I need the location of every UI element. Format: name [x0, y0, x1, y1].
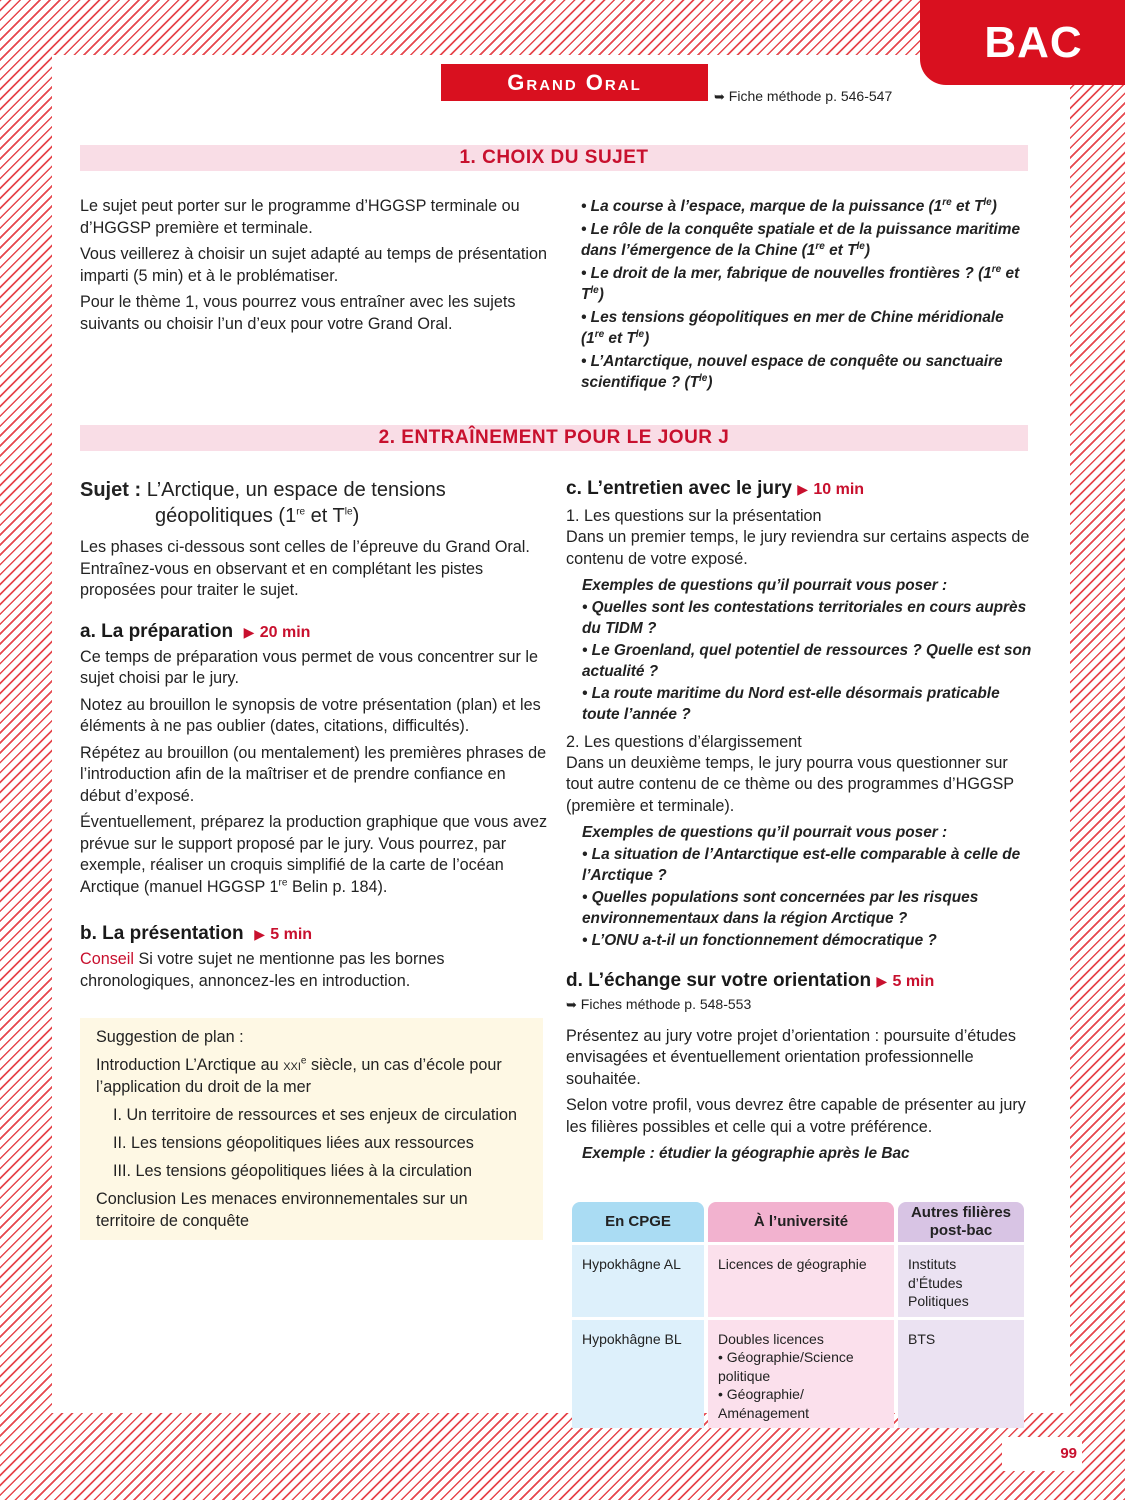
play-icon: ▶ [876, 973, 888, 989]
table-header: En CPGE [572, 1202, 704, 1242]
section-2-left [80, 477, 550, 997]
intro-paragraph: Les phases ci-dessous sont celles de l’épreuve du Grand Oral. Entraînez-vous en observant et en complétant les pistes proposées pour traiter le sujet. [80, 538, 530, 599]
paragraph: Éventuellement, préparez la production graphique que vous avez prévue sur le support proposé par le jury. Vous pourrez, par exemple, réaliser un croquis simplifié de la carte de l’océan Arctique (manuel HGGSP 1re Belin p. 184). [80, 813, 548, 896]
section-1-left [80, 196, 550, 340]
questions-elargissement-title: 2. Les questions d’élargissement [566, 732, 802, 751]
table-header-row [572, 1202, 1024, 1242]
questions-presentation-title: 1. Les questions sur la présentation [566, 507, 822, 525]
page-number: 99 [1060, 1445, 1077, 1462]
topic-list [581, 196, 1029, 395]
list-item: • L’ONU a-t-il un fonctionnement démocratique ? [582, 931, 937, 949]
paragraph: Vous veillerez à choisir un sujet adapté au temps de présentation imparti (5 min) et à le problématiser. [80, 245, 548, 285]
paragraph: Pour le thème 1, vous pourrez vous entraîner avec les sujets suivants ou choisir l’un d’eux pour votre Grand Oral. [80, 293, 516, 333]
examples-label: Exemples de questions qu’il pourrait vous poser : [582, 577, 948, 594]
table-cell: Hypokhâgne BL [572, 1320, 704, 1429]
sujet-title-cont: géopolitiques (1re et $T^{le}$) [155, 505, 360, 527]
plan-part: III. Les tensions géopolitiques liées à la circulation [113, 1162, 473, 1180]
arrow-icon: ➥ [714, 89, 725, 104]
table-row [572, 1320, 1024, 1429]
arrow-icon: ➥ [566, 997, 577, 1012]
grand-oral-banner: Grand Oral [441, 64, 708, 101]
table-cell: BTS [898, 1320, 1024, 1429]
paragraph: Répétez au brouillon (ou mentalement) les premières phrases de l’introduction afin de la maîtriser et de prendre confiance en début d’exposé. [80, 743, 547, 805]
list-item: • La situation de l’Antarctique est-elle comparable à celle de l’Arctique ? [582, 845, 1021, 884]
fiches-methode-ref: ➥ Fiches méthode p. 548-553 [566, 996, 752, 1012]
list-item: • La route maritime du Nord est-elle désormais praticable toute l’année ? [582, 684, 1000, 723]
plan-part: I. Un territoire de ressources et ses enjeux de circulation [113, 1106, 517, 1124]
plan-introduction: Introduction L’Arctique au xxi$^e$ siècle, un cas d’école pour l’application du droit de la mer [96, 1055, 502, 1096]
orientation-table [568, 1199, 1028, 1431]
paragraph: Notez au brouillon le synopsis de votre présentation (plan) et les éléments à ne pas oublier (dates, citations, difficultés). [80, 695, 541, 735]
play-icon: ▶ [254, 926, 265, 942]
examples-list-1 [566, 575, 1034, 726]
table-cell: Doubles licences • Géographie/Science politique • Géographie/ Aménagement [708, 1320, 894, 1429]
presentation-heading: b. La présentation ▶ 5 min [80, 923, 313, 944]
play-icon: ▶ [797, 481, 809, 497]
paragraph: Dans un premier temps, le jury reviendra sur certains aspects de contenu de votre exposé. [566, 528, 1030, 568]
plan-part: II. Les tensions géopolitiques liées aux ressources [113, 1134, 474, 1152]
paragraph: Le sujet peut porter sur le programme d’HGGSP terminale ou d’HGGSP première et terminale. [80, 197, 520, 237]
section-2-title: 2. ENTRAÎNEMENT POUR LE JOUR J [80, 425, 1028, 451]
list-item: • Quelles sont les contestations territoriales en cours auprès du TIDM ? [582, 598, 1027, 637]
example-line: Exemple : étudier la géographie après le Bac [582, 1145, 910, 1162]
section-1-title: 1. CHOIX DU SUJET [80, 145, 1028, 171]
plan-conclusion: Conclusion Les menaces environnementales sur un territoire de conquête [96, 1190, 468, 1230]
list-item: • Le Groenland, quel potentiel de ressources ? Quelle est son actualité ? [582, 641, 1032, 680]
table-header: Autres filières post-bac [898, 1202, 1024, 1242]
list-item: • L’Antarctique, nouvel espace de conquête ou sanctuaire scientifique ? $(T^{le})$ [581, 352, 1003, 391]
play-icon: ▶ [243, 623, 255, 640]
table-cell: Hypokhâgne AL [572, 1245, 704, 1317]
list-item: • Quelles populations sont concernées par les risques environnementaux dans la région Arctique ? [582, 888, 979, 927]
list-item: • La course à l’espace, marque de la puissance (1re et $T^{le}$) [581, 196, 997, 215]
paragraph: Présentez au jury votre projet d’orientation : poursuite d’études envisagées et éventuellement orientation professionnelle souhaitée. [566, 1026, 1016, 1088]
bac-tab: BAC [920, 0, 1125, 85]
paragraph: Selon votre profil, vous devrez être capable de présenter au jury les filières possibles et celle qui a votre préférence. [566, 1096, 1026, 1136]
preparation-heading: a. La préparation ▶ 20 min [80, 620, 311, 642]
list-item: • Les tensions géopolitiques en mer de Chine méridionale (1re et $T^{le}$) [581, 308, 1004, 347]
examples-list-2 [566, 822, 1034, 951]
section-2-right [566, 477, 1034, 1165]
plan-heading: Suggestion de plan : [96, 1028, 244, 1046]
plan-suggestion-box [80, 1018, 543, 1240]
conseil-paragraph: Conseil Si votre sujet ne mentionne pas les bornes chronologiques, annoncez-les en introduction. [80, 950, 445, 990]
table-cell: Licences de géographie [708, 1245, 894, 1317]
entretien-heading: c. L’entretien avec le jury ▶ 10 min [566, 478, 865, 499]
sujet-title: Sujet : L’Arctique, un espace de tensions [80, 479, 446, 501]
table-cell: Instituts d’Études Politiques [898, 1245, 1024, 1317]
examples-label: Exemples de questions qu’il pourrait vous poser : [582, 824, 948, 841]
table-row [572, 1245, 1024, 1317]
paragraph: Dans un deuxième temps, le jury pourra vous questionner sur tout autre contenu de ce thème ou des programmes d’HGGSP (première et terminale). [566, 753, 1014, 815]
list-item: • Le rôle de la conquête spatiale et de la puissance maritime dans l’émergence de la Chine (1re et $T^{le}$) [581, 220, 1021, 259]
orientation-heading: d. L’échange sur votre orientation ▶ 5 min [566, 970, 935, 991]
paragraph: Ce temps de préparation vous permet de vous concentrer sur le sujet choisi par le jury. [80, 647, 538, 687]
list-item: • Le droit de la mer, fabrique de nouvelles frontières ? (1re et $T^{le}$) [581, 263, 1020, 303]
table-header: À l’université [708, 1202, 894, 1242]
fiche-methode-ref: ➥ Fiche méthode p. 546-547 [714, 88, 893, 104]
